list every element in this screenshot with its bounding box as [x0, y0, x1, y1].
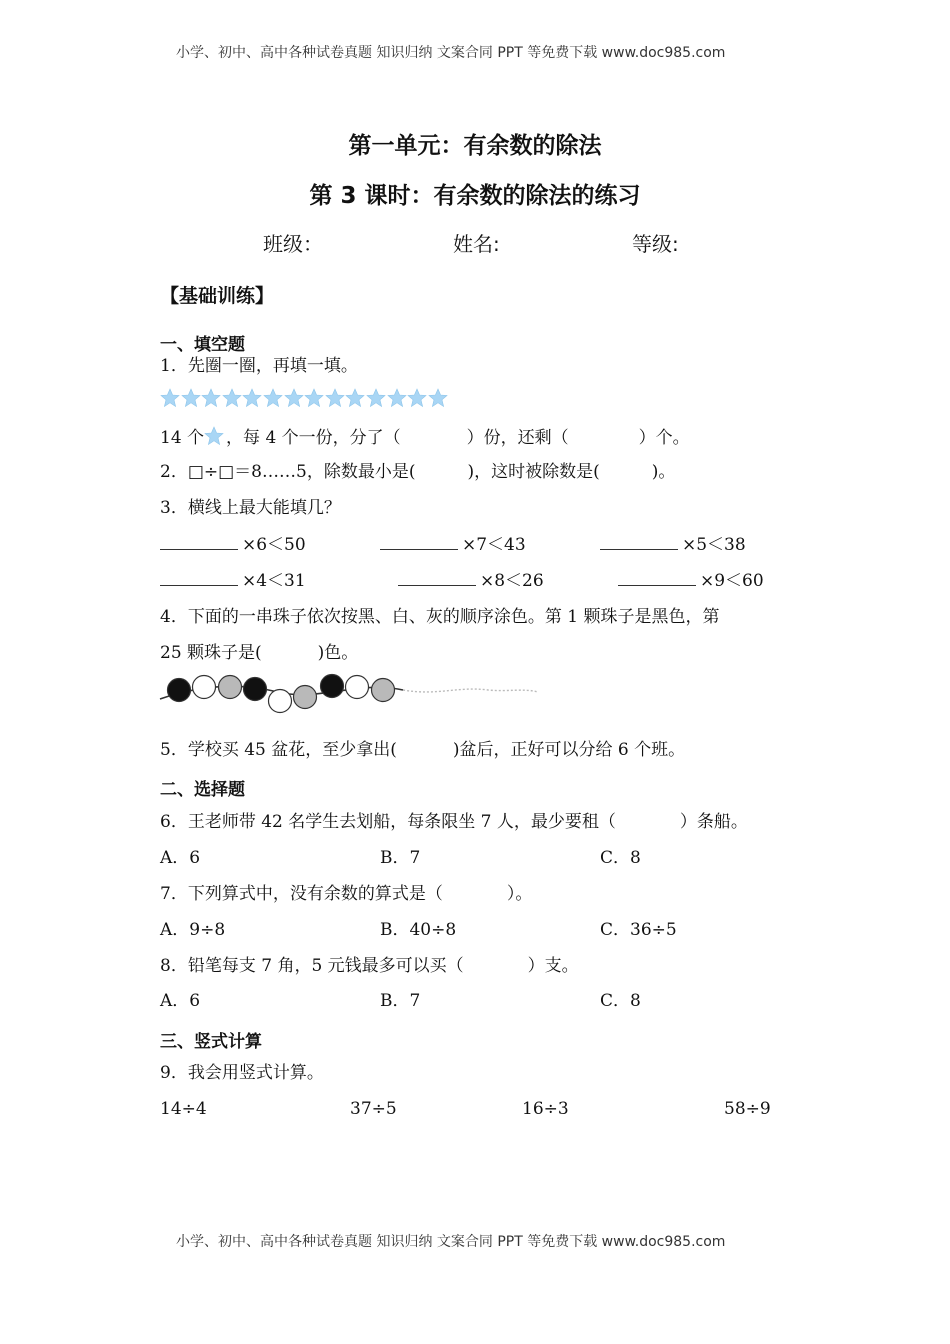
q4-line2b: )色。 [317, 643, 359, 663]
q7-option-c[interactable]: C．36÷5 [600, 920, 677, 940]
star-icon [222, 388, 242, 408]
page-footer: 小学、初中、高中各种试卷真题 知识归纳 文案合同 PPT 等免费下载 www.doc985.com [176, 1234, 726, 1250]
answer-line[interactable] [398, 571, 476, 586]
q8-option-a[interactable]: A．6 [160, 991, 201, 1011]
bead-black [321, 675, 344, 698]
q2-c: )。 [651, 462, 676, 482]
lesson-title: 第 3 课时：有余数的除法的练习 [309, 183, 641, 209]
answer-line[interactable] [380, 535, 458, 550]
q3-item [600, 535, 746, 555]
q6-option-a[interactable]: A．6 [160, 848, 201, 868]
q6-a: 6．王老师带 42 名学生去划船，每条限坐 7 人，最少要租（ [160, 812, 616, 832]
q3-item [618, 571, 764, 591]
q1-line-mid1: ，每 4 个一份，分了（ [226, 428, 401, 448]
q1-line-end: ）个。 [638, 428, 690, 448]
q5-a: 5．学校买 45 盆花，至少拿出( [160, 740, 397, 760]
q4-line2 [160, 643, 358, 663]
q3-item-text: ×6＜50 [242, 535, 306, 555]
bead-black [168, 679, 191, 702]
bead-white [193, 676, 216, 699]
star-icon [366, 388, 386, 408]
q8-b: ）支。 [527, 956, 579, 976]
q5-b: )盆后，正好可以分给 6 个班。 [452, 740, 686, 760]
section-vertical-heading: 三、竖式计算 [160, 1032, 262, 1052]
q6-line [160, 812, 748, 832]
star-icon [263, 388, 283, 408]
q3-item [160, 535, 306, 555]
star-icon [387, 388, 407, 408]
q1-line-mid2: ）份，还剩（ [466, 428, 569, 448]
q1-line-pre: 14 个 [160, 428, 205, 448]
q7-option-b[interactable]: B．40÷8 [380, 920, 457, 940]
section-choice-heading: 二、选择题 [160, 780, 245, 800]
class-label: 班级： [263, 232, 323, 256]
answer-line[interactable] [600, 535, 678, 550]
star-icon [204, 426, 226, 446]
bead-black [244, 678, 267, 701]
star-icon [325, 388, 345, 408]
q9-item: 37÷5 [350, 1099, 397, 1119]
section-fill-heading: 一、填空题 [160, 335, 245, 355]
star-icon [304, 388, 324, 408]
q3-item-text: ×8＜26 [480, 571, 544, 591]
q3-item [380, 535, 526, 555]
q8-line [160, 956, 579, 976]
answer-line[interactable] [160, 571, 238, 586]
bead-gray [219, 676, 242, 699]
bead-white [269, 690, 292, 713]
bead-gray [372, 679, 395, 702]
star-row [160, 388, 448, 412]
q7-a: 7．下列算式中，没有余数的算式是（ [160, 884, 443, 904]
name-label: 姓名: [453, 232, 500, 256]
q1-line [160, 426, 690, 448]
answer-line[interactable] [618, 571, 696, 586]
q3-item-text: ×4＜31 [242, 571, 306, 591]
q3-prompt: 3．横线上最大能填几？ [160, 498, 341, 518]
page-header: 小学、初中、高中各种试卷真题 知识归纳 文案合同 PPT 等免费下载 www.doc985.com [176, 45, 726, 61]
q3-item [160, 571, 306, 591]
q3-item-text: ×5＜38 [682, 535, 746, 555]
star-icon [181, 388, 201, 408]
bead-string [158, 672, 542, 716]
unit-title: 第一单元：有余数的除法 [348, 133, 602, 159]
star-icon [242, 388, 262, 408]
q8-a: 8．铅笔每支 7 角，5 元钱最多可以买（ [160, 956, 464, 976]
q6-option-b[interactable]: B．7 [380, 848, 421, 868]
q3-item-text: ×9＜60 [700, 571, 764, 591]
q3-item [398, 571, 544, 591]
q8-option-b[interactable]: B．7 [380, 991, 421, 1011]
q9-prompt: 9．我会用竖式计算。 [160, 1063, 324, 1083]
answer-line[interactable] [160, 535, 238, 550]
q2-line [160, 462, 675, 482]
star-icon [407, 388, 427, 408]
q4-line2a: 25 颗珠子是( [160, 643, 262, 663]
star-icon [345, 388, 365, 408]
q6-b: ）条船。 [679, 812, 748, 832]
star-icon [284, 388, 304, 408]
q3-item-text: ×7＜43 [462, 535, 526, 555]
q7-line [160, 884, 532, 904]
bead-gray [294, 686, 317, 709]
q2-b: )，这时被除数是( [467, 462, 600, 482]
q8-option-c[interactable]: C．8 [600, 991, 641, 1011]
q9-item: 16÷3 [522, 1099, 569, 1119]
star-icon [201, 388, 221, 408]
grade-label: 等级: [632, 232, 679, 256]
q9-item: 58÷9 [724, 1099, 771, 1119]
training-heading: 【基础训练】 [160, 285, 275, 307]
bead-white [346, 676, 369, 699]
q5-line [160, 740, 685, 760]
q2-a: 2．□÷□＝8……5，除数最小是( [160, 462, 416, 482]
q9-item: 14÷4 [160, 1099, 207, 1119]
q7-b: ）。 [506, 884, 533, 904]
q4-line1: 4．下面的一串珠子依次按黑、白、灰的顺序涂色。第 1 颗珠子是黑色，第 [160, 607, 720, 627]
star-icon [428, 388, 448, 408]
q7-option-a[interactable]: A．9÷8 [160, 920, 226, 940]
q6-option-c[interactable]: C．8 [600, 848, 641, 868]
q1-prompt: 1．先圈一圈，再填一填。 [160, 356, 358, 376]
star-icon [160, 388, 180, 408]
